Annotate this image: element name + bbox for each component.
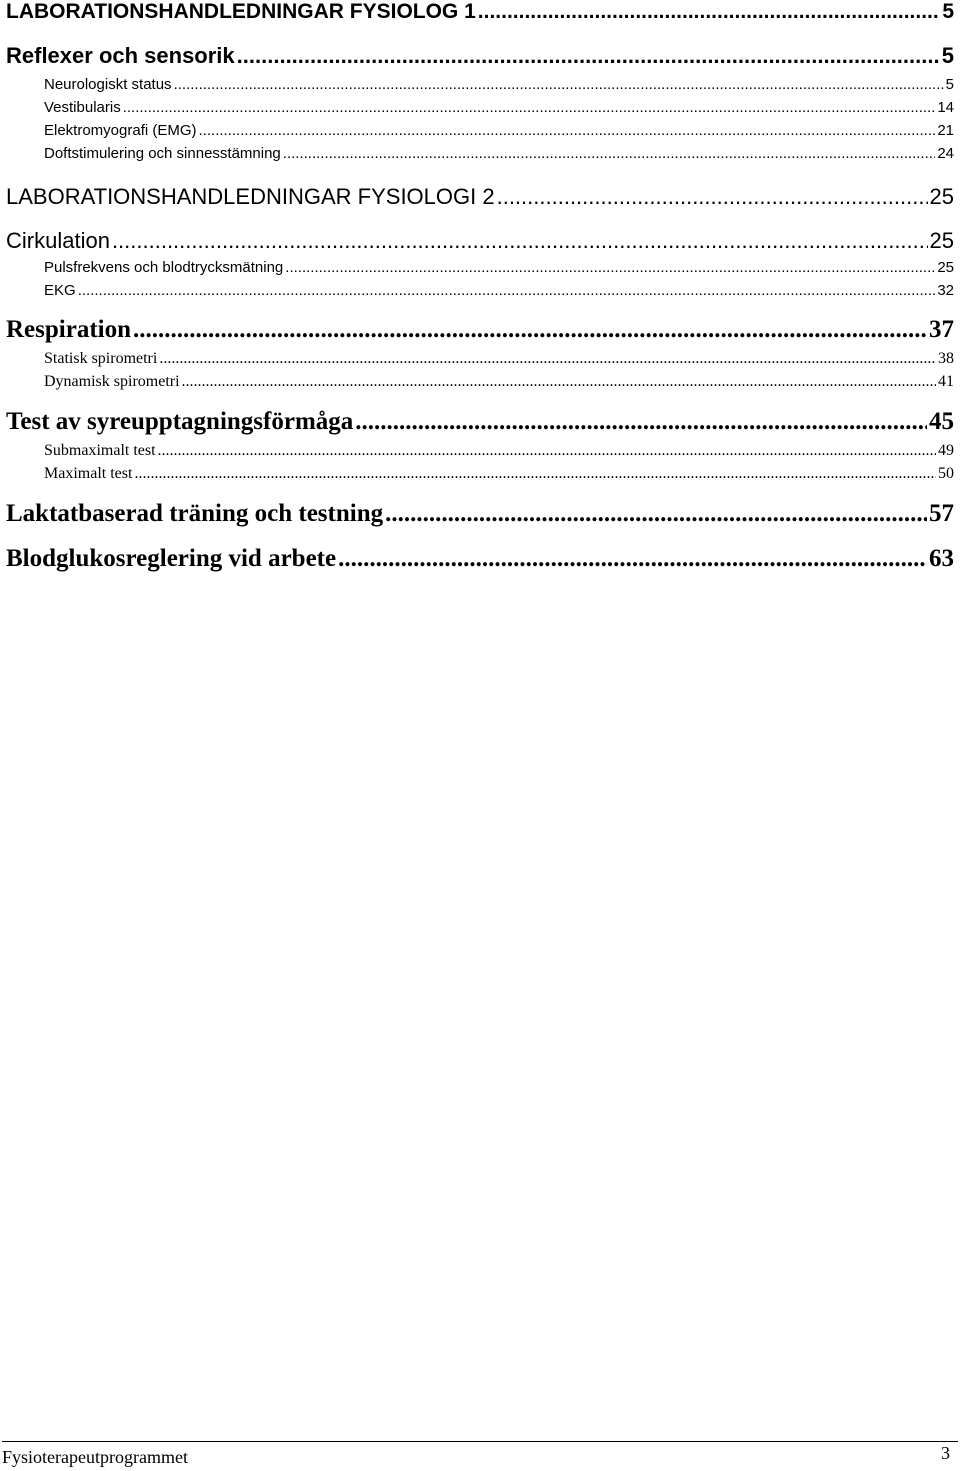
toc-entry-part1[interactable]: [6, 0, 954, 24]
toc-leader-dots: [159, 350, 936, 368]
toc-entry-ekg[interactable]: [44, 282, 954, 299]
toc-entry-emg[interactable]: [44, 122, 954, 139]
toc-leader-dots: [123, 99, 936, 116]
toc-leader-dots: [338, 545, 927, 573]
toc-leader-dots: [478, 0, 941, 24]
toc-entry-page: 25: [937, 259, 954, 276]
toc-entry-part2[interactable]: [6, 184, 954, 210]
toc-entry-reflexer[interactable]: [6, 43, 954, 69]
toc-entry-page: 38: [938, 350, 954, 367]
toc-leader-dots: [133, 316, 927, 344]
toc-entry-respiration[interactable]: [6, 316, 954, 344]
toc-entry-page: 5: [941, 43, 954, 68]
toc-entry-title: Vestibularis: [44, 99, 121, 116]
toc-leader-dots: [78, 282, 936, 299]
toc-entry-title: Cirkulation: [6, 228, 110, 253]
toc-entry-dynamisk-spirometri[interactable]: [44, 373, 954, 391]
toc-entry-page: 5: [945, 76, 954, 93]
footer-program-name: Fysioterapeutprogrammet: [2, 1447, 188, 1467]
toc-entry-title: Laktatbaserad träning och testning: [6, 500, 384, 527]
toc-entry-laktatbaserad[interactable]: [6, 500, 954, 528]
toc-entry-title: LABORATIONSHANDLEDNINGAR FYSIOLOGI 2: [6, 184, 495, 209]
toc-entry-title: Maximalt test: [44, 465, 133, 482]
toc-entry-page: 49: [938, 442, 954, 459]
toc-leader-dots: [283, 145, 936, 162]
toc-entry-title: LABORATIONSHANDLEDNINGAR FYSIOLOG 1: [6, 0, 476, 23]
toc-leader-dots: [285, 259, 935, 276]
toc-entry-title: Respiration: [6, 316, 131, 343]
toc-leader-dots: [385, 500, 927, 528]
toc-entry-page: 45: [929, 408, 954, 435]
toc-entry-page: 24: [937, 145, 954, 162]
toc-entry-title: Test av syreupptagningsförmåga: [6, 408, 354, 435]
toc-leader-dots: [182, 373, 936, 391]
toc-entry-title: Pulsfrekvens och blodtrycksmätning: [44, 259, 284, 276]
footer-divider: [2, 1441, 958, 1442]
toc-entry-page: 25: [929, 184, 954, 209]
toc-entry-blodglukos[interactable]: [6, 545, 954, 573]
toc-entry-title: Elektromyografi (EMG): [44, 122, 197, 139]
toc-leader-dots: [134, 465, 936, 483]
toc-leader-dots: [497, 184, 928, 210]
toc-entry-page: 21: [937, 122, 954, 139]
toc-entry-page: 50: [938, 465, 954, 482]
toc-entry-page: 37: [929, 316, 954, 343]
toc-entry-title: Neurologiskt status: [44, 76, 172, 93]
toc-entry-syreupptagning[interactable]: [6, 408, 954, 436]
toc-entry-cirkulation[interactable]: [6, 228, 954, 254]
toc-leader-dots: [237, 43, 940, 69]
toc-entry-title: EKG: [44, 282, 76, 299]
toc-leader-dots: [199, 122, 936, 139]
toc-entry-pulsfrekvens[interactable]: [44, 259, 954, 276]
toc-entry-title: Submaximalt test: [44, 442, 156, 459]
toc-entry-vestibularis[interactable]: [44, 99, 954, 116]
toc-entry-maximalt-test[interactable]: [44, 465, 954, 483]
toc-leader-dots: [158, 442, 936, 460]
toc-entry-page: 41: [938, 373, 954, 390]
toc-entry-doftstimulering[interactable]: [44, 145, 954, 162]
toc-entry-page: 14: [937, 99, 954, 116]
toc-entry-page: 32: [937, 282, 954, 299]
toc-leader-dots: [112, 228, 928, 254]
toc-entry-submaximalt-test[interactable]: [44, 442, 954, 460]
toc-entry-neurologiskt-status[interactable]: [44, 76, 954, 93]
footer-page-number: 3: [941, 1443, 950, 1463]
toc-entry-title: Dynamisk spirometri: [44, 373, 180, 390]
toc-entry-page: 63: [929, 545, 954, 572]
toc-entry-title: Doftstimulering och sinnesstämning: [44, 145, 281, 162]
toc-entry-title: Reflexer och sensorik: [6, 43, 235, 68]
toc-entry-title: Statisk spirometri: [44, 350, 158, 367]
toc-entry-page: 57: [929, 500, 954, 527]
toc-entry-statisk-spirometri[interactable]: [44, 350, 954, 368]
toc-leader-dots: [355, 408, 927, 436]
toc-entry-page: 25: [929, 228, 954, 253]
toc-entry-page: 5: [942, 0, 954, 23]
toc-leader-dots: [174, 76, 944, 93]
toc-entry-title: Blodglukosreglering vid arbete: [6, 545, 337, 572]
